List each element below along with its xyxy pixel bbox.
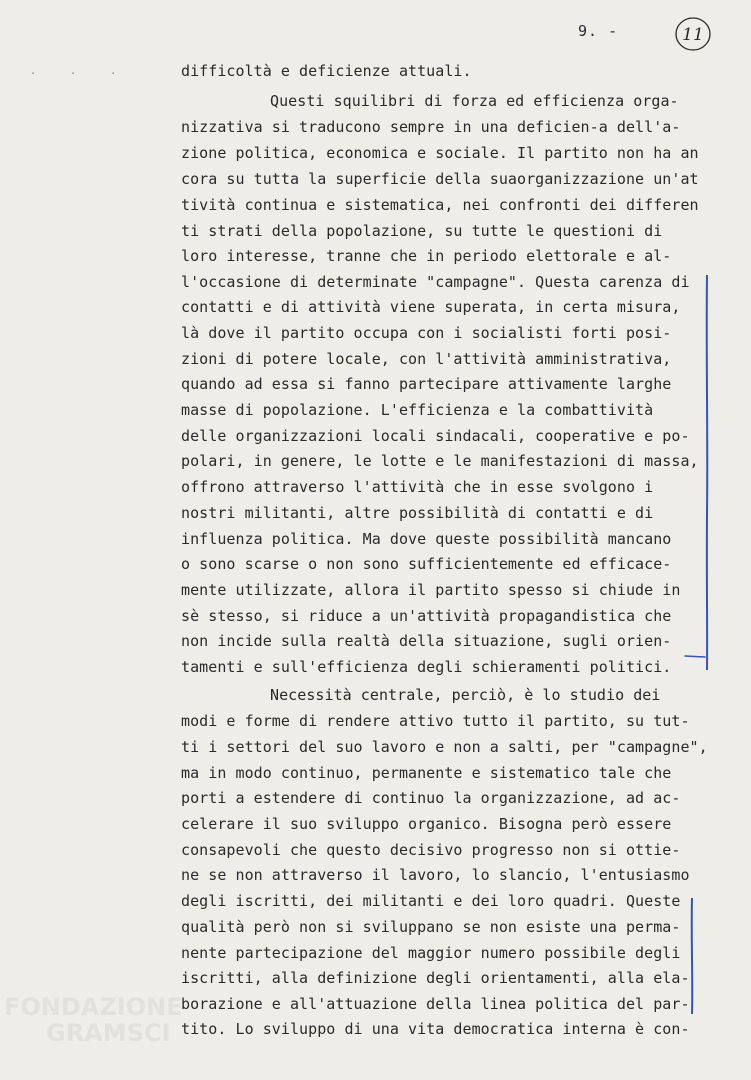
text-line: zione politica, economica e sociale. Il partito non ha an bbox=[181, 144, 699, 162]
text-line: degli iscritti, dei militanti e dei loro quadri. Queste bbox=[181, 892, 681, 910]
text-line: celerare il suo sviluppo organico. Bisogna però essere bbox=[181, 815, 672, 833]
text-line: nostri militanti, altre possibilità di contatti e di bbox=[181, 504, 654, 522]
text-line: mente utilizzate, allora il partito spesso si chiude in bbox=[181, 581, 681, 599]
watermark-line-1: FONDAZIONE bbox=[4, 993, 183, 1021]
text-line: borazione e all'attuazione della linea politica del par- bbox=[181, 995, 690, 1013]
text-line: ti i settori del suo lavoro e non a salti, per "campagne", bbox=[181, 738, 708, 756]
margin-pencil-line-2 bbox=[688, 898, 696, 1014]
text-line: tito. Lo sviluppo di una vita democratica interna è con- bbox=[181, 1020, 690, 1038]
margin-marks: . . . bbox=[30, 66, 131, 77]
text-line: offrono attraverso l'attività che in esse svolgono i bbox=[181, 478, 654, 496]
text-line: loro interesse, tranne che in periodo elettorale e al- bbox=[181, 247, 672, 265]
text-line: qualità però non si sviluppano se non esiste una perma- bbox=[181, 918, 681, 936]
folio-text: 11 bbox=[682, 25, 704, 45]
text-line: quando ad essa si fanno partecipare attivamente larghe bbox=[181, 375, 672, 393]
text-line: consapevoli che questo decisivo progresso non si ottie- bbox=[181, 841, 681, 859]
text-line: masse di popolazione. L'efficienza e la combattività bbox=[181, 401, 654, 419]
text-line: o sono scarse o non sono sufficientemente ed efficace- bbox=[181, 555, 672, 573]
text-line: ne se non attraverso il lavoro, lo slancio, l'entusiasmo bbox=[181, 866, 690, 884]
text-line: iscritti, alla definizione degli orientamenti, alla ela- bbox=[181, 969, 690, 987]
text-line: tamenti e sull'efficienza degli schieramenti politici. bbox=[181, 658, 672, 676]
text-line: delle organizzazioni locali sindacali, cooperative e po- bbox=[181, 427, 690, 445]
text-line: porti a estendere di continuo la organizzazione, ad ac- bbox=[181, 789, 681, 807]
text-line: nente partecipazione del maggior numero possibile degli bbox=[181, 944, 681, 962]
text-line: cora su tutta la superficie della suaorganizzazione un'at bbox=[181, 170, 699, 188]
text-line: l'occasione di determinate "campagne". Questa carenza di bbox=[181, 273, 690, 291]
text-line: difficoltà e deficienze attuali. bbox=[181, 62, 472, 80]
watermark-line-2: GRAMSCI bbox=[46, 1019, 171, 1047]
page-number: 9. - bbox=[578, 22, 619, 40]
text-line: tività continua e sistematica, nei confronti dei differen bbox=[181, 196, 699, 214]
margin-pencil-tick bbox=[684, 652, 706, 662]
text-line: Necessità centrale, perciò, è lo studio dei bbox=[270, 686, 661, 704]
text-line: Questi squilibri di forza ed efficienza orga- bbox=[270, 92, 679, 110]
text-line: contatti e di attività viene superata, in certa misura, bbox=[181, 298, 681, 316]
text-line: là dove il partito occupa con i socialisti forti posi- bbox=[181, 324, 672, 342]
text-line: modi e forme di rendere attivo tutto il partito, su tut- bbox=[181, 712, 690, 730]
text-line: ma in modo continuo, permanente e sistematico tale che bbox=[181, 764, 672, 782]
text-line: zioni di potere locale, con l'attività amministrativa, bbox=[181, 350, 672, 368]
text-line: ti strati della popolazione, su tutte le questioni di bbox=[181, 222, 663, 240]
handwritten-folio-number bbox=[673, 14, 713, 54]
text-line: nizzativa si traducono sempre in una deficien-a dell'a- bbox=[181, 118, 681, 136]
text-line: polari, in genere, le lotte e le manifestazioni di massa, bbox=[181, 452, 699, 470]
margin-pencil-line-1 bbox=[703, 275, 711, 670]
folio-circle-icon bbox=[673, 14, 713, 54]
text-line: sè stesso, si riduce a un'attività propagandistica che bbox=[181, 607, 672, 625]
archive-watermark bbox=[4, 994, 183, 1046]
text-line: non incide sulla realtà della situazione, sugli orien- bbox=[181, 632, 672, 650]
text-line: influenza politica. Ma dove queste possibilità mancano bbox=[181, 530, 672, 548]
